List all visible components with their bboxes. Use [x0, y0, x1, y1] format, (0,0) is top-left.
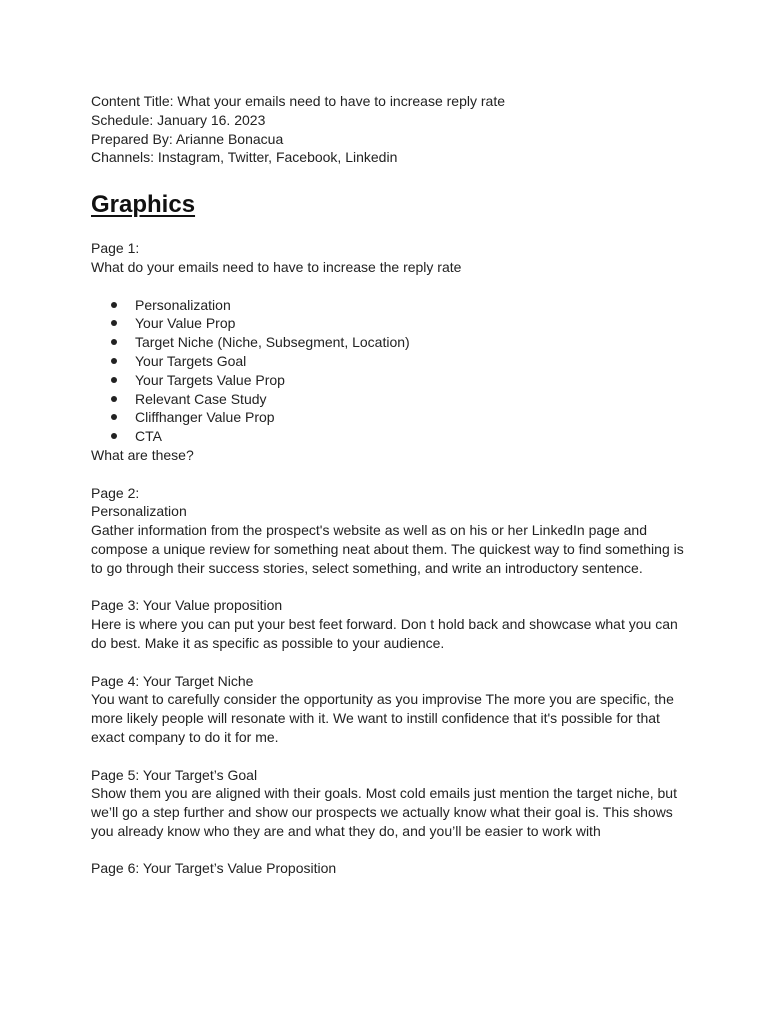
- page2-body-line: compose a unique review for something neat about them. The quickest way to find something is: [91, 540, 684, 557]
- list-item: Your Targets Goal: [111, 352, 691, 371]
- page5-body-line: Show them you are aligned with their goals. Most cold emails just mention the target niche, but: [91, 785, 677, 802]
- spacer: [91, 653, 691, 672]
- list-item: Cliffhanger Value Prop: [111, 408, 691, 427]
- page4-body-line: You want to carefully consider the opportunity as you improvise The more you are specific, the: [91, 691, 674, 708]
- list-item: Your Value Prop: [111, 314, 691, 333]
- spacer: [91, 465, 691, 484]
- bullet-icon: [111, 320, 117, 326]
- page5-body-line: we’ll go a step further and show our prospects we actually know what their goal is. This shows: [91, 804, 673, 821]
- channels: Channels: Instagram, Twitter, Facebook, Linkedin: [91, 149, 398, 166]
- spacer: [91, 277, 691, 296]
- prepared-by: Prepared By: Arianne Bonacua: [91, 130, 284, 147]
- page2-body-line: Gather information from the prospect's website as well as on his or her LinkedIn page and: [91, 522, 647, 539]
- page4-title: Page 4: Your Target Niche: [91, 672, 254, 689]
- bullet-icon: [111, 377, 117, 383]
- bullet-icon: [111, 433, 117, 439]
- spacer: [91, 747, 691, 766]
- page4-body-line: exact company to do it for me.: [91, 728, 279, 745]
- list-item: Your Targets Value Prop: [111, 371, 691, 390]
- page2-label: Page 2:: [91, 484, 140, 501]
- list-item: Target Niche (Niche, Subsegment, Location): [111, 333, 691, 352]
- section-heading-graphics: Graphics: [91, 191, 196, 219]
- list-item: Personalization: [111, 296, 691, 315]
- page2-subtitle: Personalization: [91, 503, 187, 520]
- content-title: Content Title: What your emails need to have to increase reply rate: [91, 93, 505, 109]
- page5-title: Page 5: Your Target’s Goal: [91, 766, 258, 783]
- page1-label: Page 1:: [91, 240, 140, 257]
- bullet-icon: [111, 358, 117, 364]
- list-item: CTA: [111, 427, 691, 446]
- page3-title: Page 3: Your Value proposition: [91, 597, 283, 614]
- bullet-icon: [111, 302, 117, 308]
- page1-bullet-list: [91, 296, 691, 446]
- page6-title: Page 6: Your Target’s Value Proposition: [91, 860, 337, 877]
- list-item: Relevant Case Study: [111, 390, 691, 409]
- page2-body-line: to go through their success stories, select something, and write an introductory sentence.: [91, 559, 643, 576]
- spacer: [91, 841, 691, 860]
- bullet-icon: [111, 339, 117, 345]
- spacer: [91, 578, 691, 597]
- page1-intro: What do your emails need to have to increase the reply rate: [91, 258, 462, 275]
- page5-body-line: you already know who they are and what they do, and you’ll be easier to work with: [91, 822, 601, 839]
- page3-body-line: Here is where you can put your best feet forward. Don t hold back and showcase what you can: [91, 616, 678, 633]
- bullet-icon: [111, 396, 117, 402]
- schedule: Schedule: January 16. 2023: [91, 111, 266, 128]
- document-page: [91, 92, 691, 878]
- page3-body-line: do best. Make it as specific as possible to your audience.: [91, 634, 445, 651]
- bullet-icon: [111, 414, 117, 420]
- page4-body-line: more likely people will resonate with it. We want to instill confidence that it's possible for that: [91, 710, 660, 727]
- page1-outro: What are these?: [91, 446, 194, 463]
